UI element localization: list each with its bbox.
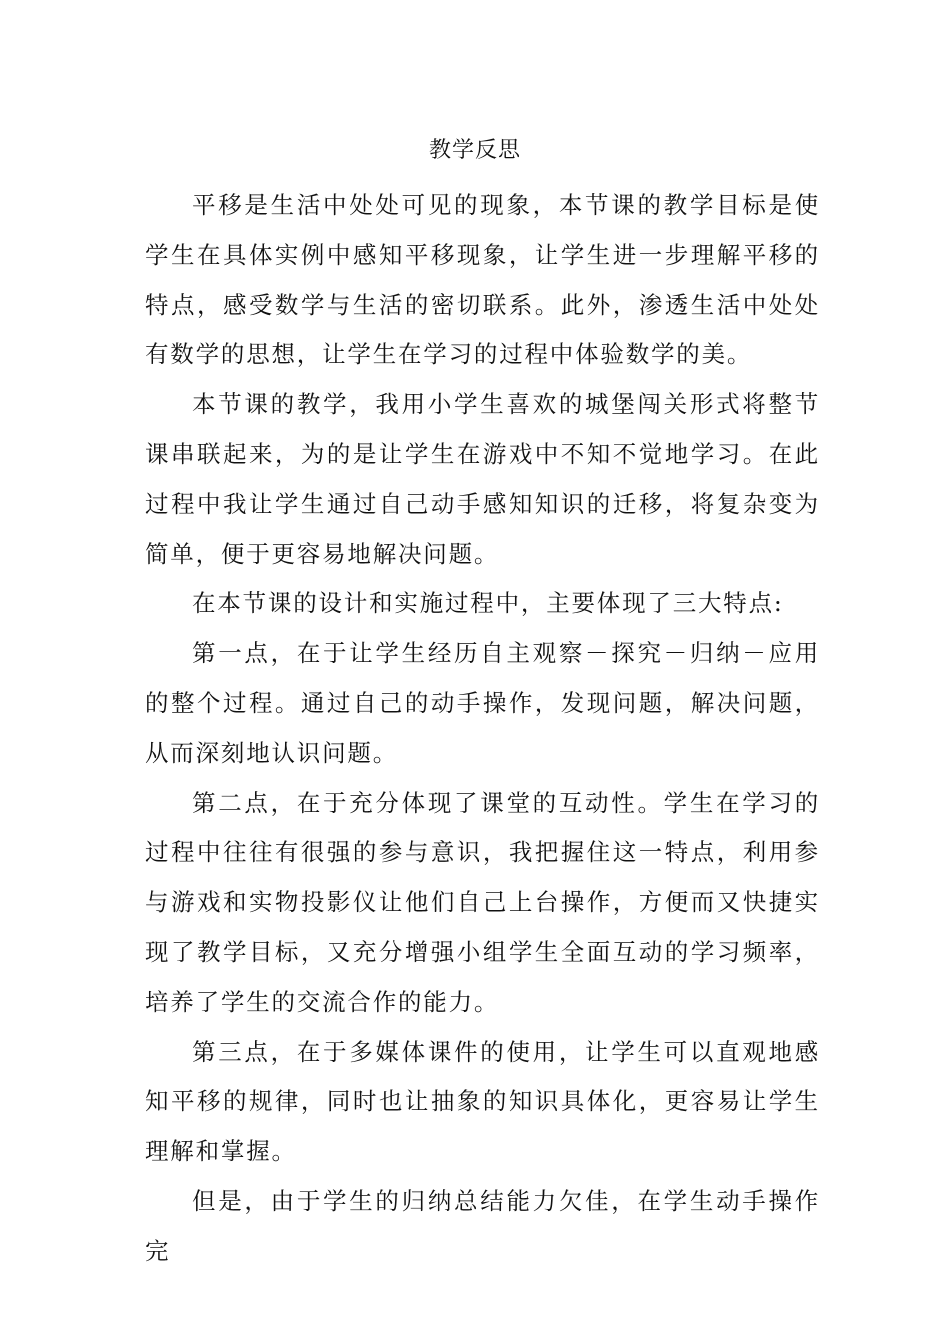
- paragraph-2: 本节课的教学，我用小学生喜欢的城堡闯关形式将整节课串联起来，为的是让学生在游戏中不知不觉地学习。在此过程中我让学生通过自己动手感知知识的迁移，将复杂变为简单，便于更容易地解决问题。: [145, 390, 820, 568]
- paragraph-4: 第一点，在于让学生经历自主观察－探究－归纳－应用的整个过程。通过自己的动手操作，发现问题，解决问题，从而深刻地认识问题。: [145, 639, 820, 767]
- paragraph-7: 但是，由于学生的归纳总结能力欠佳，在学生动手操作完: [145, 1186, 820, 1265]
- paragraph-3: 在本节课的设计和实施过程中，主要体现了三大特点:: [192, 589, 784, 618]
- document-body: [145, 181, 820, 1277]
- paragraph-1: 平移是生活中处处可见的现象，本节课的教学目标是使学生在具体实例中感知平移现象，让学生进一步理解平移的特点，感受数学与生活的密切联系。此外，渗透生活中处处有数学的思想，让学生在学习的过程中体验数学的美。: [145, 191, 820, 369]
- document-title: 教学反思: [428, 138, 521, 163]
- paragraph-6: 第三点，在于多媒体课件的使用，让学生可以直观地感知平移的规律，同时也让抽象的知识具体化，更容易让学生理解和掌握。: [145, 1037, 820, 1166]
- paragraph-5: 第二点，在于充分体现了课堂的互动性。学生在学习的过程中往往有很强的参与意识，我把握住这一特点，利用参与游戏和实物投影仪让他们自己上台操作，方便而又快捷实现了教学目标，又充分增强小组学生全面互动的学习频率，培养了学生的交流合作的能力。: [145, 788, 820, 1016]
